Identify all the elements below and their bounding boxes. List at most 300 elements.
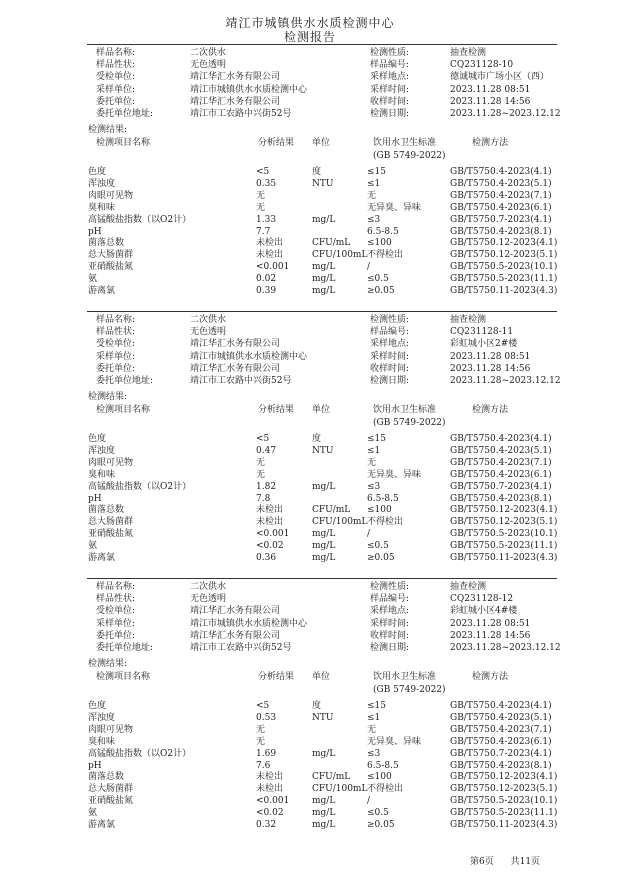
item-result: 未检出 <box>256 238 284 249</box>
item-method: GB/T5750.4-2023(7.1) <box>450 457 552 468</box>
info-label-test-date: 检测日期: <box>370 109 410 119</box>
item-method: GB/T5750.5-2023(11.1) <box>450 808 558 819</box>
info-row <box>0 593 620 605</box>
item-method: GB/T5750.5-2023(10.1) <box>450 529 558 540</box>
item-name: 高锰酸盐指数（以O2计） <box>88 214 192 225</box>
item-result: 1.33 <box>256 214 277 225</box>
table-row <box>0 748 620 760</box>
table-row <box>0 457 620 469</box>
info-value-test-date: 2023.11.28~2023.12.12 <box>450 376 561 386</box>
item-result: 未检出 <box>256 517 284 528</box>
item-standard: ≤1 <box>367 178 381 189</box>
info-value-receive-time: 2023.11.28 14:56 <box>450 363 531 374</box>
item-method: GB/T5750.4-2023(4.1) <box>450 701 552 711</box>
item-result: 0.36 <box>256 553 277 563</box>
info-row <box>0 642 620 654</box>
column-header-standard-code: (GB 5749-2022) <box>373 151 446 161</box>
table-row <box>0 736 620 748</box>
info-value-sampling-unit: 靖江市城镇供水水质检测中心 <box>190 84 308 95</box>
column-header-item: 检测项目名称 <box>96 405 151 415</box>
item-result: <0.02 <box>256 808 284 819</box>
item-method: GB/T5750.4-2023(5.1) <box>450 712 552 723</box>
info-value-entrusting-unit: 靖江华汇水务有限公司 <box>190 96 281 107</box>
info-row <box>0 605 620 617</box>
info-row <box>0 618 620 630</box>
item-name: 氨 <box>88 808 98 819</box>
info-value-entrusting-unit: 靖江华汇水务有限公司 <box>190 630 281 641</box>
item-unit: CFU/mL <box>312 505 351 516</box>
results-heading-row <box>0 658 620 670</box>
item-method: GB/T5750.5-2023(10.1) <box>450 796 558 807</box>
item-name: 浑浊度 <box>88 445 116 456</box>
table-row <box>0 807 620 819</box>
item-result: 无 <box>256 190 266 201</box>
item-result: 0.53 <box>256 712 277 723</box>
table-row <box>0 273 620 285</box>
item-method: GB/T5750.4-2023(8.1) <box>450 760 552 771</box>
info-value-receive-time: 2023.11.28 14:56 <box>450 96 531 107</box>
item-result: 1.69 <box>256 748 277 759</box>
item-method: GB/T5750.11-2023(4.3) <box>450 286 558 296</box>
item-result: 无 <box>256 202 266 213</box>
item-unit: CFU/mL <box>312 772 351 783</box>
item-result: 0.39 <box>256 286 277 296</box>
item-result: 7.6 <box>256 760 271 771</box>
item-result: 未检出 <box>256 250 284 261</box>
item-standard: 不得检出 <box>367 250 404 261</box>
report-title: 检测报告 <box>283 30 336 44</box>
item-unit: 度 <box>312 434 322 444</box>
table-row <box>0 771 620 783</box>
item-result: 未检出 <box>256 784 284 795</box>
item-unit: mg/L <box>312 214 336 225</box>
info-value-test-nature: 抽查检测 <box>450 315 487 325</box>
column-header-method: 检测方法 <box>472 405 509 415</box>
table-row <box>0 445 620 457</box>
results-heading-row <box>0 391 620 403</box>
column-header-unit: 单位 <box>312 405 331 415</box>
item-result: 无 <box>256 457 266 468</box>
item-result: 未检出 <box>256 505 284 516</box>
item-unit: NTU <box>312 445 334 456</box>
item-result: 7.7 <box>256 226 271 237</box>
info-value-sample-state: 无色透明 <box>190 327 227 338</box>
item-method: GB/T5750.4-2023(6.1) <box>450 736 552 747</box>
info-label-inspected-unit: 受检单位: <box>96 72 136 83</box>
info-row <box>0 581 620 593</box>
item-unit: mg/L <box>312 286 336 296</box>
sample-section <box>0 44 620 306</box>
item-unit: 度 <box>312 167 322 177</box>
table-row <box>0 237 620 249</box>
info-value-sample-name: 二次供水 <box>190 48 227 58</box>
info-value-test-date: 2023.11.28~2023.12.12 <box>450 109 561 119</box>
table-row <box>0 202 620 214</box>
table-header-row <box>0 404 620 416</box>
info-label-sampling-site: 采样地点: <box>370 72 410 83</box>
item-name: 氨 <box>88 541 98 552</box>
item-unit: CFU/mL <box>312 238 351 249</box>
item-name: 游离氯 <box>88 286 116 296</box>
item-name: 菌落总数 <box>88 505 125 516</box>
info-row <box>0 96 620 108</box>
item-method: GB/T5750.12-2023(4.1) <box>450 505 558 516</box>
item-result: 未检出 <box>256 772 284 783</box>
item-unit: mg/L <box>312 748 336 759</box>
item-result: 0.35 <box>256 178 277 189</box>
info-label-sample-no: 样品编号: <box>370 60 410 71</box>
column-header-method: 检测方法 <box>472 138 509 148</box>
info-row <box>0 314 620 326</box>
info-row <box>0 71 620 83</box>
table-row <box>0 285 620 297</box>
info-label-inspected-unit: 受检单位: <box>96 606 136 617</box>
info-label-sample-state: 样品性状: <box>96 60 136 71</box>
item-unit: CFU/100mL <box>312 250 368 261</box>
info-value-sample-no: CQ231128-11 <box>450 327 514 338</box>
item-standard: 无 <box>367 724 377 735</box>
table-row <box>0 540 620 552</box>
info-label-sample-name: 样品名称: <box>96 315 136 325</box>
info-label-sampling-unit: 采样单位: <box>96 351 136 362</box>
item-standard: ≥0.05 <box>367 553 395 563</box>
item-method: GB/T5750.7-2023(4.1) <box>450 214 552 225</box>
info-label-sampling-unit: 采样单位: <box>96 618 136 629</box>
item-standard: 6.5-8.5 <box>367 226 399 237</box>
info-label-sample-no: 样品编号: <box>370 327 410 338</box>
table-header-row-2 <box>0 417 620 429</box>
item-standard: ≤1 <box>367 712 381 723</box>
item-method: GB/T5750.4-2023(4.1) <box>450 167 552 177</box>
item-standard: 无异臭、异味 <box>367 202 422 213</box>
item-result: 0.47 <box>256 445 277 456</box>
info-row <box>0 630 620 642</box>
table-row <box>0 178 620 190</box>
table-header-row <box>0 671 620 683</box>
item-method: GB/T5750.4-2023(7.1) <box>450 724 552 735</box>
info-label-sampling-site: 采样地点: <box>370 339 410 350</box>
item-name: 高锰酸盐指数（以O2计） <box>88 481 192 492</box>
item-standard: ≤0.5 <box>367 274 389 285</box>
item-method: GB/T5750.4-2023(6.1) <box>450 469 552 480</box>
report-org-title: 靖江市城镇供水水质检测中心 <box>225 16 395 30</box>
info-label-sample-no: 样品编号: <box>370 594 410 605</box>
item-name: pH <box>88 760 102 771</box>
table-row <box>0 712 620 724</box>
info-label-sample-name: 样品名称: <box>96 48 136 58</box>
item-standard: 无 <box>367 190 377 201</box>
section-divider <box>87 44 557 45</box>
item-standard: 不得检出 <box>367 784 404 795</box>
info-label-receive-time: 收样时间: <box>370 630 410 641</box>
item-name: 亚硝酸盐氮 <box>88 529 134 540</box>
item-standard: ≥0.05 <box>367 286 395 296</box>
table-row <box>0 493 620 505</box>
item-method: GB/T5750.4-2023(4.1) <box>450 434 552 444</box>
results-heading: 检测结果: <box>88 659 128 669</box>
info-value-sample-state: 无色透明 <box>190 60 227 71</box>
item-name: 总大肠菌群 <box>88 250 134 261</box>
table-row <box>0 433 620 445</box>
item-result: <0.001 <box>256 262 290 273</box>
table-row <box>0 249 620 261</box>
item-result: <5 <box>256 434 270 444</box>
table-row <box>0 190 620 202</box>
item-standard: ≤15 <box>367 701 386 711</box>
item-result: 无 <box>256 724 266 735</box>
table-row <box>0 528 620 540</box>
column-header-standard: 饮用水卫生标准 <box>373 405 437 415</box>
column-header-standard-code: (GB 5749-2022) <box>373 418 446 428</box>
info-value-test-nature: 抽查检测 <box>450 582 487 592</box>
table-row <box>0 261 620 273</box>
item-unit: mg/L <box>312 541 336 552</box>
info-value-receive-time: 2023.11.28 14:56 <box>450 630 531 641</box>
info-value-entrusting-address: 靖江市工农路中兴街52号 <box>190 643 292 653</box>
info-value-sample-no: CQ231128-10 <box>450 60 514 71</box>
info-label-sample-state: 样品性状: <box>96 594 136 605</box>
item-name: 臭和味 <box>88 469 116 480</box>
item-standard: 无异臭、异味 <box>367 736 422 747</box>
item-unit: 度 <box>312 701 322 711</box>
item-unit: mg/L <box>312 274 336 285</box>
section-divider <box>87 311 557 312</box>
item-standard: / <box>367 262 371 273</box>
item-unit: mg/L <box>312 481 336 492</box>
info-label-entrusting-address: 委托单位地址: <box>96 643 154 653</box>
table-row <box>0 469 620 481</box>
item-name: 高锰酸盐指数（以O2计） <box>88 748 192 759</box>
info-value-entrusting-unit: 靖江华汇水务有限公司 <box>190 363 281 374</box>
item-unit: NTU <box>312 712 334 723</box>
item-result: <0.001 <box>256 529 290 540</box>
table-row <box>0 783 620 795</box>
item-standard: / <box>367 796 371 807</box>
info-label-sampling-time: 采样时间: <box>370 351 410 362</box>
table-header-row-2 <box>0 684 620 696</box>
item-result: 0.32 <box>256 820 277 830</box>
item-name: 色度 <box>88 167 107 177</box>
info-row <box>0 59 620 71</box>
item-method: GB/T5750.4-2023(8.1) <box>450 226 552 237</box>
info-value-sampling-site: 彩虹城小区4#楼 <box>450 606 518 617</box>
info-label-test-nature: 检测性质: <box>370 315 410 325</box>
item-name: 游离氯 <box>88 553 116 563</box>
item-standard: ≤1 <box>367 445 381 456</box>
item-method: GB/T5750.12-2023(5.1) <box>450 784 558 795</box>
table-header-row <box>0 137 620 149</box>
item-name: 氨 <box>88 274 98 285</box>
info-value-inspected-unit: 靖江华汇水务有限公司 <box>190 339 281 350</box>
item-result: 7.8 <box>256 493 271 504</box>
info-row <box>0 351 620 363</box>
info-label-receive-time: 收样时间: <box>370 363 410 374</box>
info-label-test-date: 检测日期: <box>370 376 410 386</box>
table-row <box>0 724 620 736</box>
item-name: 臭和味 <box>88 736 116 747</box>
item-standard: 无 <box>367 457 377 468</box>
info-label-entrusting-unit: 委托单位: <box>96 96 136 107</box>
info-value-entrusting-address: 靖江市工农路中兴街52号 <box>190 376 292 386</box>
item-unit: mg/L <box>312 796 336 807</box>
info-label-entrusting-address: 委托单位地址: <box>96 109 154 119</box>
item-standard: ≤15 <box>367 167 386 177</box>
item-standard: ≤100 <box>367 505 392 516</box>
item-method: GB/T5750.12-2023(4.1) <box>450 238 558 249</box>
table-row <box>0 214 620 226</box>
column-header-unit: 单位 <box>312 138 331 148</box>
item-unit: mg/L <box>312 820 336 830</box>
info-row <box>0 326 620 338</box>
info-label-entrusting-address: 委托单位地址: <box>96 376 154 386</box>
info-value-sample-no: CQ231128-12 <box>450 594 514 605</box>
info-value-sample-state: 无色透明 <box>190 594 227 605</box>
item-result: 无 <box>256 736 266 747</box>
info-value-sampling-time: 2023.11.28 08:51 <box>450 618 531 629</box>
item-method: GB/T5750.4-2023(7.1) <box>450 190 552 201</box>
info-value-sampling-time: 2023.11.28 08:51 <box>450 84 531 95</box>
item-method: GB/T5750.4-2023(8.1) <box>450 493 552 504</box>
section-divider <box>87 578 557 579</box>
item-standard: / <box>367 529 371 540</box>
table-row <box>0 700 620 712</box>
info-label-sampling-time: 采样时间: <box>370 84 410 95</box>
item-method: GB/T5750.4-2023(6.1) <box>450 202 552 213</box>
results-heading: 检测结果: <box>88 125 128 135</box>
table-row <box>0 516 620 528</box>
item-standard: 6.5-8.5 <box>367 760 399 771</box>
info-label-receive-time: 收样时间: <box>370 96 410 107</box>
item-unit: mg/L <box>312 529 336 540</box>
info-label-sample-state: 样品性状: <box>96 327 136 338</box>
info-label-test-nature: 检测性质: <box>370 582 410 592</box>
item-name: 总大肠菌群 <box>88 784 134 795</box>
item-method: GB/T5750.5-2023(10.1) <box>450 262 558 273</box>
item-result: <0.001 <box>256 796 290 807</box>
info-row <box>0 363 620 375</box>
item-standard: ≥0.05 <box>367 820 395 830</box>
item-name: 肉眼可见物 <box>88 724 134 735</box>
info-label-sampling-time: 采样时间: <box>370 618 410 629</box>
info-value-inspected-unit: 靖江华汇水务有限公司 <box>190 606 281 617</box>
item-name: 亚硝酸盐氮 <box>88 796 134 807</box>
info-value-sample-name: 二次供水 <box>190 582 227 592</box>
item-standard: ≤3 <box>367 748 381 759</box>
item-result: 0.02 <box>256 274 277 285</box>
item-method: GB/T5750.5-2023(11.1) <box>450 274 558 285</box>
info-value-test-date: 2023.11.28~2023.12.12 <box>450 643 561 653</box>
column-header-item: 检测项目名称 <box>96 138 151 148</box>
info-value-sampling-site: 德诚城市广场小区（西） <box>450 72 550 83</box>
item-method: GB/T5750.11-2023(4.3) <box>450 553 558 563</box>
item-standard: ≤15 <box>367 434 386 444</box>
info-label-entrusting-unit: 委托单位: <box>96 630 136 641</box>
column-header-standard: 饮用水卫生标准 <box>373 138 437 148</box>
item-unit: mg/L <box>312 553 336 563</box>
item-standard: ≤100 <box>367 238 392 249</box>
item-name: 游离氯 <box>88 820 116 830</box>
table-row <box>0 795 620 807</box>
item-unit: mg/L <box>312 262 336 273</box>
item-method: GB/T5750.5-2023(11.1) <box>450 541 558 552</box>
info-value-sampling-unit: 靖江市城镇供水水质检测中心 <box>190 618 308 629</box>
item-name: 浑浊度 <box>88 178 116 189</box>
column-header-result: 分析结果 <box>258 405 295 415</box>
sample-section <box>0 578 620 840</box>
info-label-sample-name: 样品名称: <box>96 582 136 592</box>
item-method: GB/T5750.12-2023(4.1) <box>450 772 558 783</box>
results-heading-row <box>0 124 620 136</box>
item-result: <5 <box>256 701 270 711</box>
table-row <box>0 819 620 831</box>
table-header-row-2 <box>0 150 620 162</box>
item-method: GB/T5750.12-2023(5.1) <box>450 517 558 528</box>
item-unit: mg/L <box>312 808 336 819</box>
info-row <box>0 338 620 350</box>
info-row <box>0 47 620 59</box>
item-method: GB/T5750.12-2023(5.1) <box>450 250 558 261</box>
info-value-sampling-time: 2023.11.28 08:51 <box>450 351 531 362</box>
item-name: 肉眼可见物 <box>88 457 134 468</box>
item-name: pH <box>88 226 102 237</box>
info-label-sampling-site: 采样地点: <box>370 606 410 617</box>
item-unit: CFU/100mL <box>312 784 368 795</box>
item-method: GB/T5750.11-2023(4.3) <box>450 820 558 830</box>
table-row <box>0 760 620 772</box>
table-row <box>0 552 620 564</box>
item-standard: ≤0.5 <box>367 808 389 819</box>
column-header-standard-code: (GB 5749-2022) <box>373 685 446 695</box>
page-footer <box>470 854 554 867</box>
item-result: 1.82 <box>256 481 277 492</box>
item-name: 臭和味 <box>88 202 116 213</box>
item-name: 菌落总数 <box>88 772 125 783</box>
item-method: GB/T5750.4-2023(5.1) <box>450 178 552 189</box>
column-header-standard: 饮用水卫生标准 <box>373 672 437 682</box>
item-name: pH <box>88 493 102 504</box>
info-label-inspected-unit: 受检单位: <box>96 339 136 350</box>
item-standard: 6.5-8.5 <box>367 493 399 504</box>
sample-section <box>0 311 620 573</box>
info-value-entrusting-address: 靖江市工农路中兴街52号 <box>190 109 292 119</box>
page-number: 第6页 <box>470 857 494 867</box>
item-method: GB/T5750.7-2023(4.1) <box>450 481 552 492</box>
info-value-inspected-unit: 靖江华汇水务有限公司 <box>190 72 281 83</box>
page-total: 共11页 <box>510 857 541 867</box>
item-result: <0.02 <box>256 541 284 552</box>
item-name: 浑浊度 <box>88 712 116 723</box>
column-header-unit: 单位 <box>312 672 331 682</box>
results-heading: 检测结果: <box>88 392 128 402</box>
item-result: 无 <box>256 469 266 480</box>
item-name: 亚硝酸盐氮 <box>88 262 134 273</box>
info-value-sample-name: 二次供水 <box>190 315 227 325</box>
column-header-result: 分析结果 <box>258 672 295 682</box>
item-name: 总大肠菌群 <box>88 517 134 528</box>
info-value-sampling-site: 彩虹城小区2#楼 <box>450 339 518 350</box>
item-standard: ≤3 <box>367 214 381 225</box>
item-standard: ≤0.5 <box>367 541 389 552</box>
item-unit: NTU <box>312 178 334 189</box>
info-label-test-nature: 检测性质: <box>370 48 410 58</box>
table-row <box>0 166 620 178</box>
table-row <box>0 226 620 238</box>
item-standard: ≤100 <box>367 772 392 783</box>
table-row <box>0 481 620 493</box>
item-standard: ≤3 <box>367 481 381 492</box>
column-header-method: 检测方法 <box>472 672 509 682</box>
column-header-item: 检测项目名称 <box>96 672 151 682</box>
